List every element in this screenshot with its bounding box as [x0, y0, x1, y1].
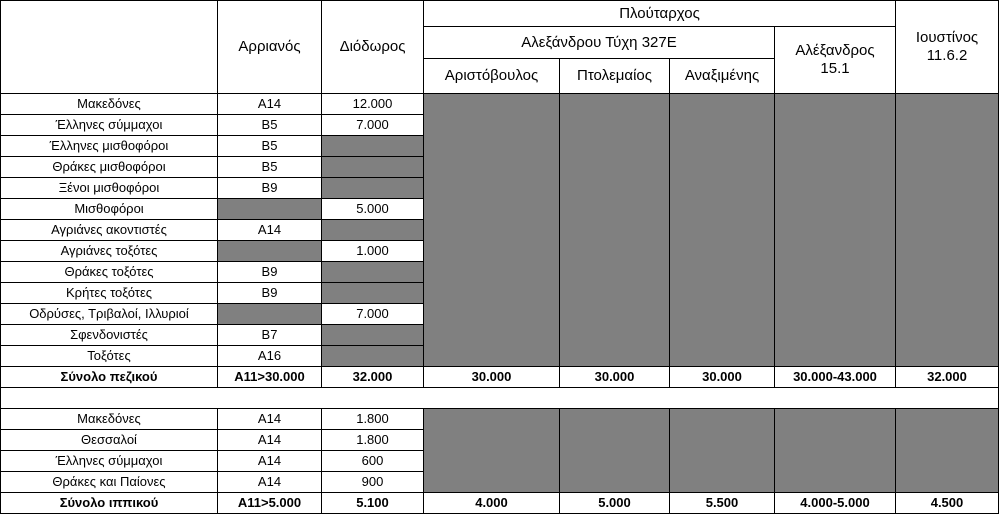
diodorus-cell-empty	[322, 262, 424, 283]
row-label: Ξένοι μισθοφόροι	[1, 178, 218, 199]
arrian-cell: Α14	[218, 430, 322, 451]
empty-shaded-cell	[670, 409, 775, 493]
diodorus-cell: 600	[322, 451, 424, 472]
total-anaximenes: 5.500	[670, 493, 775, 514]
arrian-cell-empty	[218, 241, 322, 262]
header-alexander-ref: 15.1	[820, 60, 850, 77]
arrian-cell: Β9	[218, 178, 322, 199]
header-justin-name: Ιουστίνος	[915, 29, 979, 46]
row-label: Μισθοφόροι	[1, 199, 218, 220]
empty-shaded-cell	[896, 409, 999, 493]
total-ptolemy: 5.000	[560, 493, 670, 514]
header-alexander-name: Αλέξανδρος	[795, 42, 875, 59]
row-label: Θράκες τοξότες	[1, 262, 218, 283]
arrian-cell: Β5	[218, 136, 322, 157]
header-row-1	[1, 1, 999, 27]
total-justin: 32.000	[896, 367, 999, 388]
total-diodorus: 5.100	[322, 493, 424, 514]
row-label: Αγριάνες τοξότες	[1, 241, 218, 262]
row-label: Τοξότες	[1, 346, 218, 367]
spacer-cell	[1, 388, 999, 409]
header-anaximenes: Αναξιμένης	[670, 59, 775, 94]
empty-shaded-cell	[424, 94, 560, 367]
total-justin: 4.500	[896, 493, 999, 514]
empty-shaded-cell	[670, 94, 775, 367]
row-label: Έλληνες μισθοφόροι	[1, 136, 218, 157]
header-plutarch-tyche: Αλεξάνδρου Τύχη 327E	[424, 27, 775, 59]
header-justin-ref: 11.6.2	[926, 47, 968, 64]
arrian-cell: Β5	[218, 115, 322, 136]
header-aristobulus: Αριστόβουλος	[424, 59, 560, 94]
arrian-cell: Β9	[218, 283, 322, 304]
arrian-cell: Β9	[218, 262, 322, 283]
row-label: Σφενδονιστές	[1, 325, 218, 346]
row-label: Αγριάνες ακοντιστές	[1, 220, 218, 241]
diodorus-cell-empty	[322, 325, 424, 346]
table-row	[1, 94, 999, 115]
diodorus-cell: 1.800	[322, 409, 424, 430]
row-label: Μακεδόνες	[1, 409, 218, 430]
header-diodorus: Διόδωρος	[322, 1, 424, 94]
total-label: Σύνολο πεζικού	[1, 367, 218, 388]
arrian-cell: Β7	[218, 325, 322, 346]
row-label: Θράκες μισθοφόροι	[1, 157, 218, 178]
header-justin	[896, 1, 999, 94]
header-arrian: Αρριανός	[218, 1, 322, 94]
row-label: Θεσσαλοί	[1, 430, 218, 451]
spacer-row	[1, 388, 999, 409]
arrian-cell: Α16	[218, 346, 322, 367]
arrian-cell: Α14	[218, 451, 322, 472]
header-plutarch: Πλούταρχος	[424, 1, 896, 27]
arrian-cell: Α14	[218, 94, 322, 115]
diodorus-cell: 1.800	[322, 430, 424, 451]
row-label: Θράκες και Παίονες	[1, 472, 218, 493]
empty-shaded-cell	[560, 409, 670, 493]
total-arrian: Α11>30.000	[218, 367, 322, 388]
diodorus-cell: 7.000	[322, 304, 424, 325]
empty-shaded-cell	[424, 409, 560, 493]
diodorus-cell-empty	[322, 283, 424, 304]
arrian-cell: Α14	[218, 472, 322, 493]
arrian-cell: Α14	[218, 220, 322, 241]
total-arrian: Α11>5.000	[218, 493, 322, 514]
diodorus-cell-empty	[322, 157, 424, 178]
arrian-cell-empty	[218, 199, 322, 220]
diodorus-cell-empty	[322, 178, 424, 199]
empty-shaded-cell	[775, 409, 896, 493]
empty-shaded-cell	[560, 94, 670, 367]
row-label: Οδρύσες, Τριβαλοί, Ιλλυριοί	[1, 304, 218, 325]
arrian-cell-empty	[218, 304, 322, 325]
diodorus-cell-empty	[322, 136, 424, 157]
infantry-total-row	[1, 367, 999, 388]
arrian-cell: Β5	[218, 157, 322, 178]
row-label: Κρήτες τοξότες	[1, 283, 218, 304]
table-row	[1, 409, 999, 430]
diodorus-cell: 5.000	[322, 199, 424, 220]
diodorus-cell-empty	[322, 346, 424, 367]
row-label: Έλληνες σύμμαχοι	[1, 115, 218, 136]
total-diodorus: 32.000	[322, 367, 424, 388]
cavalry-total-row	[1, 493, 999, 514]
header-alexander	[775, 27, 896, 94]
total-label: Σύνολο ιππικού	[1, 493, 218, 514]
row-label: Έλληνες σύμμαχοι	[1, 451, 218, 472]
total-alexander: 30.000-43.000	[775, 367, 896, 388]
total-anaximenes: 30.000	[670, 367, 775, 388]
diodorus-cell: 12.000	[322, 94, 424, 115]
total-aristobulus: 4.000	[424, 493, 560, 514]
arrian-cell: Α14	[218, 409, 322, 430]
diodorus-cell: 1.000	[322, 241, 424, 262]
diodorus-cell: 7.000	[322, 115, 424, 136]
empty-shaded-cell	[896, 94, 999, 367]
total-alexander: 4.000-5.000	[775, 493, 896, 514]
row-label: Μακεδόνες	[1, 94, 218, 115]
header-ptolemy: Πτολεμαίος	[560, 59, 670, 94]
corner-cell	[1, 1, 218, 94]
total-aristobulus: 30.000	[424, 367, 560, 388]
diodorus-cell-empty	[322, 220, 424, 241]
diodorus-cell: 900	[322, 472, 424, 493]
total-ptolemy: 30.000	[560, 367, 670, 388]
empty-shaded-cell	[775, 94, 896, 367]
